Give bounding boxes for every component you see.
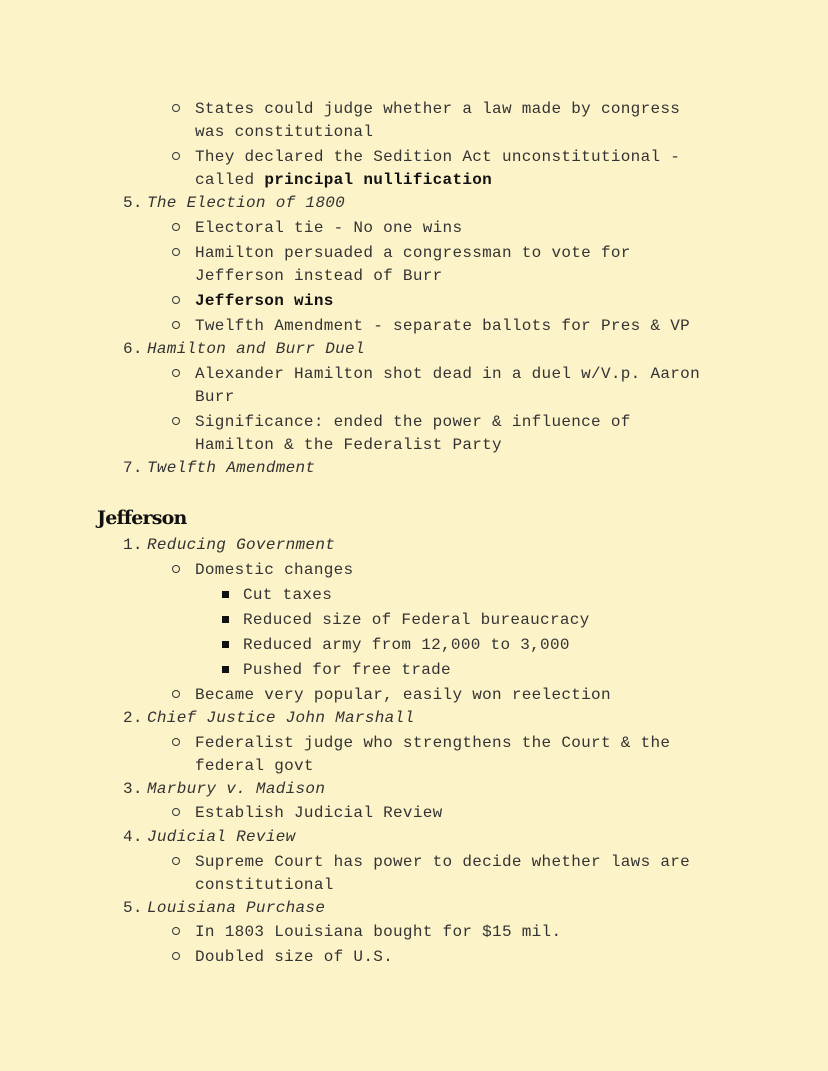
bullet-text: Jefferson instead of Burr (195, 267, 443, 285)
list-item-title: Reducing Government (147, 536, 336, 554)
bullet-circle-icon (172, 857, 180, 865)
bullet-circle-icon (172, 927, 180, 935)
bullet-circle-icon (172, 565, 180, 573)
bullet-text: constitutional (195, 876, 334, 894)
bullet-text: Supreme Court has power to decide whether laws are (195, 853, 691, 871)
bold-term: principal nullification (264, 171, 493, 189)
bullet-circle-icon (172, 296, 180, 304)
bullet-text: federal govt (195, 757, 314, 775)
list-item-title: Hamilton and Burr Duel (147, 340, 365, 358)
bullet-circle-icon (172, 104, 180, 112)
bullet-square-icon (222, 616, 229, 623)
bullet-text: Hamilton persuaded a congressman to vote for (195, 244, 631, 262)
bullet-text: Twelfth Amendment - separate ballots for Pres & VP (195, 317, 691, 335)
bullet-text: Alexander Hamilton shot dead in a duel w/V.p. Aaron (195, 365, 700, 383)
bullet-circle-icon (172, 223, 180, 231)
list-item-title: The Election of 1800 (147, 194, 346, 212)
list-number: 4. (123, 828, 143, 846)
bullet-circle-icon (172, 152, 180, 160)
bullet-text: Significance: ended the power & influence of (195, 413, 631, 431)
list-item-title: Louisiana Purchase (147, 899, 326, 917)
bullet-circle-icon (172, 369, 180, 377)
bullet-text: They declared the Sedition Act unconstitutional - (195, 148, 681, 166)
bullet-text: Electoral tie - No one wins (195, 219, 463, 237)
list-number: 7. (123, 459, 143, 477)
list-number: 5. (123, 899, 143, 917)
list-item-title: Judicial Review (147, 828, 296, 846)
bullet-circle-icon (172, 738, 180, 746)
bullet-circle-icon (172, 248, 180, 256)
bullet-circle-icon (172, 952, 180, 960)
bullet-text: Burr (195, 388, 235, 406)
bullet-text: Doubled size of U.S. (195, 948, 394, 966)
bullet-text: Federalist judge who strengthens the Court & the (195, 734, 671, 752)
bullet-circle-icon (172, 321, 180, 329)
list-item-title: Twelfth Amendment (147, 459, 316, 477)
sub-bullet-text: Pushed for free trade (243, 661, 451, 679)
bullet-text: States could judge whether a law made by congress (195, 100, 681, 118)
bullet-circle-icon (172, 417, 180, 425)
sub-bullet-text: Reduced size of Federal bureaucracy (243, 611, 590, 629)
bullet-text-line (195, 170, 492, 190)
bullet-square-icon (222, 666, 229, 673)
list-number: 2. (123, 709, 143, 727)
bullet-square-icon (222, 591, 229, 598)
list-number: 5. (123, 194, 143, 212)
bullet-text: Became very popular, easily won reelection (195, 686, 611, 704)
section-heading: Jefferson (97, 507, 187, 529)
bullet-text: Domestic changes (195, 561, 354, 579)
list-number: 1. (123, 536, 143, 554)
list-item-title: Chief Justice John Marshall (147, 709, 415, 727)
bullet-text: In 1803 Louisiana bought for $15 mil. (195, 923, 562, 941)
bullet-circle-icon (172, 690, 180, 698)
sub-bullet-text: Cut taxes (243, 586, 333, 604)
list-item-title: Marbury v. Madison (147, 780, 326, 798)
list-number: 3. (123, 780, 143, 798)
sub-bullet-text: Reduced army from 12,000 to 3,000 (243, 636, 570, 654)
list-number: 6. (123, 340, 143, 358)
bullet-text: called (195, 171, 265, 189)
bullet-text: was constitutional (195, 123, 374, 141)
bullet-square-icon (222, 641, 229, 648)
bullet-text: Hamilton & the Federalist Party (195, 436, 502, 454)
bullet-circle-icon (172, 808, 180, 816)
bullet-text: Establish Judicial Review (195, 804, 443, 822)
bullet-text: Jefferson wins (195, 292, 334, 310)
